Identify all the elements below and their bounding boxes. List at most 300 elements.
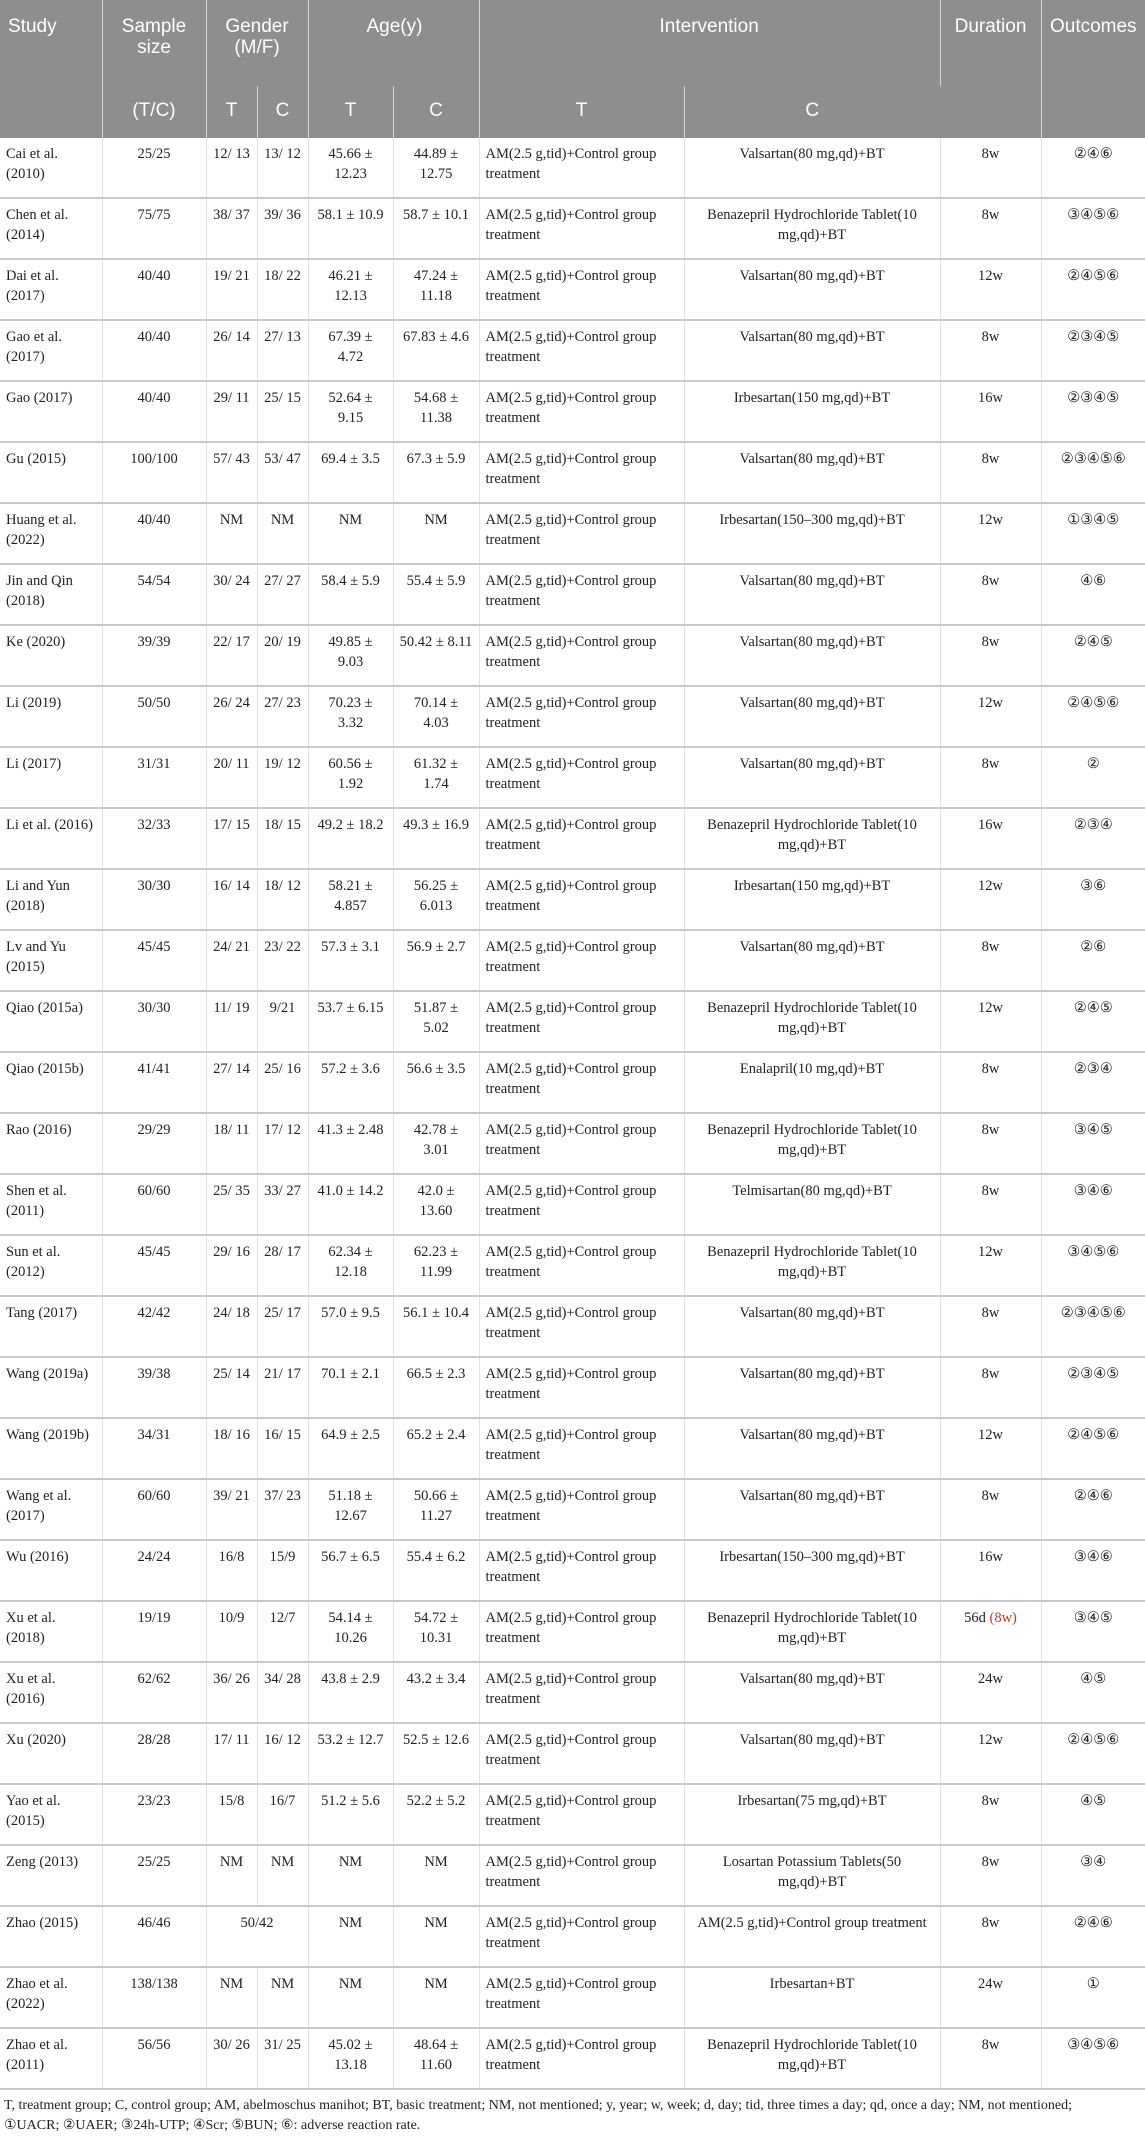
cell-gender-t-text: 24/ 18 — [213, 1305, 250, 1321]
cell-intervention-t — [479, 1845, 684, 1906]
cell-intervention-t — [479, 991, 684, 1052]
cell-intervention-c — [684, 198, 940, 259]
cell-sample-size — [102, 625, 206, 686]
cell-gender-c — [257, 503, 308, 564]
cell-duration-text: 12w — [978, 695, 1003, 711]
cell-sample-size — [102, 2028, 206, 2089]
cell-gender-t-text: 30/ 24 — [213, 573, 250, 589]
cell-intervention-c-text: Valsartan(80 mg,qd)+BT — [739, 146, 885, 162]
cell-intervention-c-text: Valsartan(80 mg,qd)+BT — [739, 1671, 885, 1687]
cell-gender-t-text: 25/ 14 — [213, 1366, 250, 1382]
table-row — [0, 1906, 1145, 1967]
cell-age-c — [393, 686, 479, 747]
table-row — [0, 1174, 1145, 1235]
cell-gender-c — [257, 138, 308, 198]
cell-outcomes-text: ②④⑤⑥ — [1067, 1732, 1120, 1748]
cell-gender-t — [206, 1540, 257, 1601]
cell-sample-size-text: 25/25 — [137, 1854, 171, 1870]
cell-intervention-c — [684, 1296, 940, 1357]
cell-study — [0, 320, 102, 381]
cell-age-c-text: 56.1 ± 10.4 — [403, 1305, 469, 1321]
cell-study — [0, 381, 102, 442]
cell-sample-size-text: 60/60 — [137, 1488, 171, 1504]
cell-age-c — [393, 930, 479, 991]
cell-age-c — [393, 1662, 479, 1723]
cell-study — [0, 1357, 102, 1418]
cell-duration — [940, 138, 1041, 198]
cell-sample-size-text: 40/40 — [137, 512, 171, 528]
cell-age-c-text: 55.4 ± 6.2 — [406, 1549, 466, 1565]
cell-age-c-text: 42.0 ± 13.60 — [417, 1183, 455, 1219]
cell-gender-c-text: 27/ 27 — [264, 573, 301, 589]
cell-intervention-t — [479, 1723, 684, 1784]
cell-gender-c — [257, 808, 308, 869]
cell-gender-t-text: 10/9 — [218, 1610, 245, 1626]
cell-duration-text: 12w — [978, 1000, 1003, 1016]
cell-intervention-t-text: AM(2.5 g,tid)+Control group treatment — [485, 1671, 657, 1707]
cell-gender-c-text: 33/ 27 — [264, 1183, 301, 1199]
cell-intervention-t-text: AM(2.5 g,tid)+Control group treatment — [485, 634, 657, 670]
cell-duration — [940, 1723, 1041, 1784]
cell-intervention-c — [684, 138, 940, 198]
cell-sample-size-text: 29/29 — [137, 1122, 171, 1138]
cell-intervention-t-text: AM(2.5 g,tid)+Control group treatment — [485, 1610, 657, 1646]
cell-outcomes — [1041, 1052, 1145, 1113]
cell-study — [0, 1967, 102, 2028]
cell-age-c — [393, 625, 479, 686]
cell-sample-size-text: 54/54 — [137, 573, 171, 589]
cell-duration-text: 8w — [981, 1122, 1000, 1138]
cell-intervention-t — [479, 1784, 684, 1845]
cell-outcomes — [1041, 564, 1145, 625]
cell-duration — [940, 869, 1041, 930]
cell-outcomes — [1041, 503, 1145, 564]
subheader-intervention-c: C — [684, 86, 940, 138]
cell-gender-t-text: 26/ 24 — [213, 695, 250, 711]
cell-age-t — [308, 1357, 393, 1418]
table-body — [0, 138, 1145, 2089]
cell-duration — [940, 1967, 1041, 2028]
cell-age-c-text: 48.64 ± 11.60 — [413, 2037, 459, 2073]
cell-gender-t — [206, 1357, 257, 1418]
cell-duration — [940, 1906, 1041, 1967]
cell-intervention-t — [479, 198, 684, 259]
cell-sample-size-text: 31/31 — [137, 756, 171, 772]
cell-intervention-t-text: AM(2.5 g,tid)+Control group treatment — [485, 573, 657, 609]
cell-intervention-c — [684, 1235, 940, 1296]
cell-duration — [940, 2028, 1041, 2089]
cell-duration — [940, 1052, 1041, 1113]
cell-gender-t — [206, 1479, 257, 1540]
cell-outcomes — [1041, 2028, 1145, 2089]
cell-gender-t — [206, 1418, 257, 1479]
cell-age-c — [393, 1906, 479, 1967]
cell-intervention-t — [479, 259, 684, 320]
cell-outcomes-text: ②③④⑤⑥ — [1060, 1305, 1126, 1321]
cell-gender-c — [257, 1296, 308, 1357]
cell-age-t — [308, 198, 393, 259]
cell-outcomes-text: ②④⑤⑥ — [1067, 268, 1120, 284]
cell-study — [0, 1052, 102, 1113]
cell-gender-c-text: 27/ 13 — [264, 329, 301, 345]
cell-duration-text: 56d — [964, 1610, 986, 1626]
cell-study — [0, 686, 102, 747]
subheader-age-c: C — [393, 86, 479, 138]
cell-intervention-t-text: AM(2.5 g,tid)+Control group treatment — [485, 695, 657, 731]
cell-duration — [940, 1113, 1041, 1174]
cell-study — [0, 1235, 102, 1296]
table-row — [0, 1235, 1145, 1296]
cell-study-text: Jin and Qin (2018) — [6, 573, 73, 609]
cell-duration — [940, 1845, 1041, 1906]
cell-sample-size — [102, 686, 206, 747]
cell-gender-t-text: NM — [219, 1854, 244, 1870]
cell-study — [0, 1418, 102, 1479]
cell-gender-t-text: 26/ 14 — [213, 329, 250, 345]
cell-gender-combined-text: 50/42 — [240, 1915, 274, 1931]
cell-study — [0, 1845, 102, 1906]
cell-gender-c-text: 18/ 22 — [264, 268, 301, 284]
cell-duration — [940, 564, 1041, 625]
cell-gender-c-text: 25/ 16 — [264, 1061, 301, 1077]
cell-outcomes-text: ②③④⑤⑥ — [1060, 451, 1126, 467]
cell-sample-size — [102, 259, 206, 320]
cell-gender-c-text: 9/21 — [269, 1000, 296, 1016]
cell-intervention-t — [479, 1174, 684, 1235]
cell-intervention-t-text: AM(2.5 g,tid)+Control group treatment — [485, 1000, 657, 1036]
cell-age-c-text: 67.83 ± 4.6 — [403, 329, 469, 345]
cell-study — [0, 930, 102, 991]
cell-study — [0, 442, 102, 503]
cell-study — [0, 1601, 102, 1662]
cell-duration-text: 16w — [978, 1549, 1003, 1565]
cell-sample-size-text: 24/24 — [137, 1549, 171, 1565]
cell-duration-text: 8w — [981, 1305, 1000, 1321]
table-row — [0, 930, 1145, 991]
cell-age-t-text: 41.3 ± 2.48 — [317, 1122, 384, 1138]
cell-intervention-t-text: AM(2.5 g,tid)+Control group treatment — [485, 1793, 657, 1829]
cell-sample-size-text: 30/30 — [137, 878, 171, 894]
cell-age-t — [308, 138, 393, 198]
cell-study — [0, 564, 102, 625]
cell-intervention-c — [684, 686, 940, 747]
header-duration: Duration — [940, 0, 1041, 138]
cell-gender-c — [257, 747, 308, 808]
cell-age-c-text: 50.42 ± 8.11 — [399, 634, 473, 650]
cell-intervention-t — [479, 503, 684, 564]
cell-duration-text: 8w — [981, 207, 1000, 223]
cell-intervention-t-text: AM(2.5 g,tid)+Control group treatment — [485, 1427, 657, 1463]
cell-gender-t-text: NM — [219, 1976, 244, 1992]
cell-outcomes — [1041, 1540, 1145, 1601]
cell-intervention-c — [684, 1662, 940, 1723]
cell-gender-t — [206, 1601, 257, 1662]
cell-intervention-t — [479, 1113, 684, 1174]
cell-duration-text: 8w — [981, 1915, 1000, 1931]
cell-gender-t-text: 11/ 19 — [213, 1000, 250, 1016]
cell-intervention-c-text: Valsartan(80 mg,qd)+BT — [739, 329, 885, 345]
cell-intervention-c-text: Valsartan(80 mg,qd)+BT — [739, 756, 885, 772]
cell-age-t-text: 53.2 ± 12.7 — [317, 1732, 384, 1748]
cell-gender-t — [206, 930, 257, 991]
cell-age-c — [393, 869, 479, 930]
cell-outcomes-text: ④⑤ — [1080, 1793, 1107, 1809]
cell-gender-c — [257, 1662, 308, 1723]
cell-study — [0, 808, 102, 869]
cell-age-c — [393, 503, 479, 564]
cell-duration-text: 8w — [981, 756, 1000, 772]
cell-age-c — [393, 1479, 479, 1540]
table-row — [0, 747, 1145, 808]
cell-duration — [940, 625, 1041, 686]
cell-intervention-t-text: AM(2.5 g,tid)+Control group treatment — [485, 1244, 657, 1280]
cell-sample-size — [102, 1723, 206, 1784]
cell-study — [0, 198, 102, 259]
cell-duration-text: 8w — [981, 1854, 1000, 1870]
cell-gender-c — [257, 1418, 308, 1479]
cell-intervention-c-text: Valsartan(80 mg,qd)+BT — [739, 939, 885, 955]
header-study: Study — [0, 0, 102, 138]
table-row — [0, 564, 1145, 625]
cell-intervention-t — [479, 1662, 684, 1723]
cell-sample-size-text: 56/56 — [137, 2037, 171, 2053]
cell-intervention-c — [684, 442, 940, 503]
table-row — [0, 869, 1145, 930]
cell-gender-c-text: NM — [270, 1854, 295, 1870]
cell-age-c-text: 43.2 ± 3.4 — [406, 1671, 466, 1687]
cell-intervention-t-text: AM(2.5 g,tid)+Control group treatment — [485, 1061, 657, 1097]
cell-study — [0, 747, 102, 808]
cell-outcomes-text: ②④⑤⑥ — [1067, 1427, 1120, 1443]
cell-sample-size-text: 34/31 — [137, 1427, 171, 1443]
cell-gender-c-text: NM — [270, 1976, 295, 1992]
cell-outcomes-text: ②④⑥ — [1073, 1915, 1113, 1931]
cell-gender-t — [206, 442, 257, 503]
cell-age-t — [308, 1479, 393, 1540]
cell-outcomes — [1041, 625, 1145, 686]
cell-sample-size-text: 41/41 — [137, 1061, 171, 1077]
cell-age-c — [393, 1052, 479, 1113]
cell-study — [0, 869, 102, 930]
cell-age-c — [393, 1845, 479, 1906]
cell-duration — [940, 503, 1041, 564]
cell-sample-size — [102, 1845, 206, 1906]
cell-intervention-t-text: AM(2.5 g,tid)+Control group treatment — [485, 878, 657, 914]
cell-duration-text: 8w — [981, 329, 1000, 345]
cell-gender-t — [206, 1113, 257, 1174]
cell-study-text: Li et al. (2016) — [6, 817, 93, 833]
cell-intervention-c-text: Enalapril(10 mg,qd)+BT — [739, 1061, 885, 1077]
footnote-outcomes-legend: ①UACR; ②UAER; ③24h-UTP; ④Scr; ⑤BUN; ⑥: adverse reaction rate. — [4, 2118, 421, 2133]
cell-age-c — [393, 1784, 479, 1845]
cell-gender-t — [206, 2028, 257, 2089]
cell-intervention-c-text: Benazepril Hydrochloride Tablet(10 mg,qd)+BT — [707, 1122, 917, 1158]
cell-study-text: Xu et al. (2018) — [6, 1610, 56, 1646]
cell-intervention-t — [479, 320, 684, 381]
cell-gender-c-text: 16/7 — [269, 1793, 296, 1809]
cell-sample-size-text: 23/23 — [137, 1793, 171, 1809]
cell-outcomes — [1041, 1296, 1145, 1357]
cell-duration — [940, 259, 1041, 320]
cell-outcomes — [1041, 808, 1145, 869]
cell-sample-size-text: 45/45 — [137, 1244, 171, 1260]
cell-age-t-text: 70.23 ± 3.32 — [328, 695, 373, 731]
cell-gender-c-text: 34/ 28 — [264, 1671, 301, 1687]
cell-age-c-text: 62.23 ± 11.99 — [413, 1244, 459, 1280]
cell-gender-t-text: 29/ 11 — [213, 390, 250, 406]
cell-age-c-text: 58.7 ± 10.1 — [403, 207, 469, 223]
cell-duration — [940, 1235, 1041, 1296]
cell-age-c-text: 54.72 ± 10.31 — [413, 1610, 459, 1646]
cell-study — [0, 991, 102, 1052]
cell-intervention-t — [479, 1235, 684, 1296]
cell-age-t-text: 51.18 ± 12.67 — [328, 1488, 373, 1524]
cell-gender-t — [206, 138, 257, 198]
cell-gender-t — [206, 686, 257, 747]
cell-intervention-c — [684, 1784, 940, 1845]
cell-sample-size — [102, 442, 206, 503]
cell-duration — [940, 991, 1041, 1052]
cell-intervention-t-text: AM(2.5 g,tid)+Control group treatment — [485, 817, 657, 853]
cell-gender-t — [206, 320, 257, 381]
cell-sample-size — [102, 564, 206, 625]
cell-gender-c — [257, 1601, 308, 1662]
cell-duration — [940, 198, 1041, 259]
cell-outcomes-text: ④⑤ — [1080, 1671, 1107, 1687]
cell-intervention-c-text: Benazepril Hydrochloride Tablet(10 mg,qd)+BT — [707, 817, 917, 853]
cell-study-text: Zhao et al. (2011) — [6, 2037, 68, 2073]
duration-note: (8w) — [989, 1610, 1017, 1626]
cell-gender-t — [206, 625, 257, 686]
table-row — [0, 1723, 1145, 1784]
cell-intervention-c-text: Valsartan(80 mg,qd)+BT — [739, 1366, 885, 1382]
table-row — [0, 2028, 1145, 2089]
cell-study — [0, 1906, 102, 1967]
cell-study — [0, 1662, 102, 1723]
cell-age-t-text: 41.0 ± 14.2 — [317, 1183, 384, 1199]
cell-study-text: Li and Yun (2018) — [6, 878, 70, 914]
cell-age-t-text: NM — [338, 1915, 363, 1931]
cell-gender-c-text: 27/ 23 — [264, 695, 301, 711]
cell-intervention-t-text: AM(2.5 g,tid)+Control group treatment — [485, 207, 657, 243]
cell-intervention-t — [479, 564, 684, 625]
cell-gender-c-text: 12/7 — [269, 1610, 296, 1626]
cell-gender-c-text: 18/ 15 — [264, 817, 301, 833]
cell-intervention-c — [684, 1174, 940, 1235]
cell-gender-c — [257, 1784, 308, 1845]
cell-age-t — [308, 2028, 393, 2089]
cell-intervention-c — [684, 320, 940, 381]
cell-intervention-c-text: Benazepril Hydrochloride Tablet(10 mg,qd)+BT — [707, 1610, 917, 1646]
cell-sample-size — [102, 747, 206, 808]
cell-outcomes-text: ① — [1086, 1976, 1100, 1992]
cell-sample-size-text: 42/42 — [137, 1305, 171, 1321]
cell-gender-c-text: 25/ 15 — [264, 390, 301, 406]
table-row — [0, 1845, 1145, 1906]
cell-gender-t — [206, 1967, 257, 2028]
cell-age-c — [393, 747, 479, 808]
cell-duration-text: 8w — [981, 634, 1000, 650]
cell-gender-c-text: 28/ 17 — [264, 1244, 301, 1260]
cell-gender-c-text: 18/ 12 — [264, 878, 301, 894]
cell-age-t — [308, 1174, 393, 1235]
cell-outcomes-text: ②④⑥ — [1073, 1488, 1113, 1504]
cell-sample-size — [102, 198, 206, 259]
cell-outcomes — [1041, 1174, 1145, 1235]
cell-study-text: Sun et al. (2012) — [6, 1244, 61, 1280]
cell-study-text: Wang (2019b) — [6, 1427, 89, 1443]
cell-intervention-t-text: AM(2.5 g,tid)+Control group treatment — [485, 1732, 657, 1768]
cell-gender-t — [206, 1235, 257, 1296]
cell-age-c — [393, 2028, 479, 2089]
table-row — [0, 808, 1145, 869]
cell-intervention-t — [479, 1906, 684, 1967]
cell-gender-c — [257, 564, 308, 625]
cell-gender-c — [257, 1357, 308, 1418]
cell-outcomes-text: ②④⑤ — [1073, 1000, 1113, 1016]
cell-age-t — [308, 869, 393, 930]
cell-study-text: Zhao et al. (2022) — [6, 1976, 68, 2012]
cell-intervention-c-text: Benazepril Hydrochloride Tablet(10 mg,qd)+BT — [707, 207, 917, 243]
cell-duration-text: 12w — [978, 512, 1003, 528]
cell-gender-t-text: 29/ 16 — [213, 1244, 250, 1260]
cell-gender-c — [257, 259, 308, 320]
cell-age-c-text: 47.24 ± 11.18 — [413, 268, 459, 304]
cell-study-text: Rao (2016) — [6, 1122, 72, 1138]
cell-intervention-t-text: AM(2.5 g,tid)+Control group treatment — [485, 390, 657, 426]
cell-gender-t — [206, 1845, 257, 1906]
cell-outcomes-text: ②④⑤ — [1073, 634, 1113, 650]
table-row — [0, 381, 1145, 442]
cell-duration — [940, 1479, 1041, 1540]
cell-sample-size — [102, 381, 206, 442]
subheader-intervention-t: T — [479, 86, 684, 138]
cell-gender-c — [257, 1967, 308, 2028]
cell-outcomes — [1041, 1418, 1145, 1479]
cell-sample-size — [102, 1906, 206, 1967]
cell-age-c-text: NM — [424, 1854, 448, 1870]
cell-intervention-t — [479, 1540, 684, 1601]
cell-study-text: Xu (2020) — [6, 1732, 67, 1748]
cell-gender-t-text: 16/8 — [218, 1549, 245, 1565]
cell-gender-t — [206, 1662, 257, 1723]
cell-sample-size-text: 100/100 — [130, 451, 178, 467]
cell-gender-t — [206, 1723, 257, 1784]
cell-duration — [940, 747, 1041, 808]
cell-gender-c — [257, 625, 308, 686]
cell-intervention-c-text: Irbesartan(150–300 mg,qd)+BT — [719, 1549, 905, 1565]
cell-intervention-t — [479, 1479, 684, 1540]
cell-intervention-c-text: Valsartan(80 mg,qd)+BT — [739, 1488, 885, 1504]
cell-intervention-t-text: AM(2.5 g,tid)+Control group treatment — [485, 1122, 657, 1158]
cell-intervention-t — [479, 442, 684, 503]
cell-sample-size-text: 50/50 — [137, 695, 171, 711]
subheader-gender-t: T — [206, 86, 257, 138]
cell-intervention-c-text: Valsartan(80 mg,qd)+BT — [739, 1732, 885, 1748]
cell-intervention-c-text: Valsartan(80 mg,qd)+BT — [739, 573, 885, 589]
cell-intervention-c — [684, 808, 940, 869]
cell-sample-size-text: 25/25 — [137, 146, 171, 162]
table-row — [0, 1601, 1145, 1662]
cell-duration — [940, 442, 1041, 503]
cell-outcomes — [1041, 1967, 1145, 2028]
cell-study — [0, 1174, 102, 1235]
table-row — [0, 1296, 1145, 1357]
cell-duration — [940, 1540, 1041, 1601]
cell-age-t-text: 49.2 ± 18.2 — [317, 817, 384, 833]
subheader-age-t: T — [308, 86, 393, 138]
cell-gender-t — [206, 747, 257, 808]
